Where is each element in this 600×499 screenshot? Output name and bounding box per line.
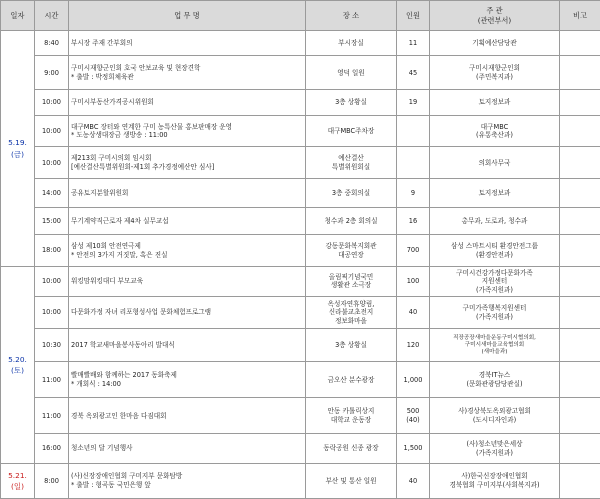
note-cell	[560, 329, 600, 362]
table-row	[1, 434, 600, 464]
place-cell: 3층 상황실	[306, 329, 397, 362]
header-time: 시간	[35, 1, 69, 31]
note-cell	[560, 207, 600, 235]
table-row	[1, 147, 600, 179]
place-cell: 예산결산 특별위원회실	[306, 147, 397, 179]
task-cell: 무기계약직근로자 제4차 실무교섭	[69, 207, 306, 235]
table-row	[1, 90, 600, 115]
time-cell: 9:00	[35, 56, 69, 90]
count-cell: 1,000	[397, 362, 430, 398]
date-day: 5.19.	[8, 138, 27, 148]
org-cell: 토지정보과	[430, 90, 560, 115]
header-org: 주 관 (관련부서)	[430, 1, 560, 31]
count-cell	[397, 115, 430, 147]
count-cell	[397, 147, 430, 179]
header-note: 비고	[560, 1, 600, 31]
date-day: 5.21.	[8, 470, 27, 480]
org-cell: 구미시재향군인회 (주민복지과)	[430, 56, 560, 90]
note-cell	[560, 31, 600, 56]
count-cell: 16	[397, 207, 430, 235]
place-cell: 3층 상황실	[306, 90, 397, 115]
header-count: 인원	[397, 1, 430, 31]
org-cell: 구미시건강가정다문화가족 지원센터 (가족지원과)	[430, 267, 560, 297]
org-cell: 의회사무국	[430, 147, 560, 179]
org-cell: 삼성 스마트시티 환경안전그룹 (환경안전과)	[430, 235, 560, 267]
task-cell: 구미시재향군인회 호국 안보교육 및 현장견학 * 출발 : 박정희체육관	[69, 56, 306, 90]
note-cell	[560, 56, 600, 90]
date-weekday: (금)	[11, 149, 24, 159]
place-cell: 청수과 2층 회의실	[306, 207, 397, 235]
date-weekday: (일)	[11, 481, 24, 491]
place-cell: 안동 카톨릭상지 대학교 운동장	[306, 398, 397, 434]
count-cell: 9	[397, 179, 430, 208]
time-cell: 11:00	[35, 362, 69, 398]
note-cell	[560, 267, 600, 297]
org-cell: 직장공장새마을운동구미시협의회, 구미시새마을교육협의회 (새마을과)	[430, 329, 560, 362]
header-place: 장 소	[306, 1, 397, 31]
count-cell: 100	[397, 267, 430, 297]
table-row	[1, 31, 600, 56]
count-cell: 45	[397, 56, 430, 90]
note-cell	[560, 235, 600, 267]
place-cell: 부산 및 통산 일원	[306, 463, 397, 498]
time-cell: 10:30	[35, 329, 69, 362]
note-cell	[560, 362, 600, 398]
time-cell: 14:00	[35, 179, 69, 208]
table-row	[1, 267, 600, 297]
date-day: 5.20.	[8, 354, 27, 364]
count-cell: 19	[397, 90, 430, 115]
time-cell: 18:00	[35, 235, 69, 267]
date-weekday: (토)	[11, 365, 24, 375]
task-cell: 공유토지분할위원회	[69, 179, 306, 208]
place-cell: 영덕 일원	[306, 56, 397, 90]
table-row	[1, 362, 600, 398]
count-cell: 120	[397, 329, 430, 362]
count-cell: 11	[397, 31, 430, 56]
note-cell	[560, 115, 600, 147]
table-row	[1, 329, 600, 362]
table-row	[1, 296, 600, 329]
org-cell: 사)경상북도옥외광고협회 (도시디자인과)	[430, 398, 560, 434]
time-cell: 10:00	[35, 267, 69, 297]
count-cell: 1,500	[397, 434, 430, 464]
org-cell: 대구MBC (유통축산과)	[430, 115, 560, 147]
task-cell: 워킹맘워킹대디 부모교육	[69, 267, 306, 297]
table-row	[1, 463, 600, 498]
task-cell: 제213회 구미시의회 임시회 [예산결산특별위원회-제1회 추가경정예산안 심사]	[69, 147, 306, 179]
place-cell: 부시장실	[306, 31, 397, 56]
time-cell: 8:00	[35, 463, 69, 498]
note-cell	[560, 463, 600, 498]
org-cell: 토지정보과	[430, 179, 560, 208]
time-cell: 10:00	[35, 115, 69, 147]
time-cell: 10:00	[35, 147, 69, 179]
count-cell: 40	[397, 463, 430, 498]
org-cell: 총무과, 도로과, 청수과	[430, 207, 560, 235]
count-cell: 40	[397, 296, 430, 329]
note-cell	[560, 398, 600, 434]
task-cell: 부시장 주재 간부회의	[69, 31, 306, 56]
table-row	[1, 115, 600, 147]
org-cell: (사)청소년맞은세상 (가족지원과)	[430, 434, 560, 464]
place-cell: 3층 중회의실	[306, 179, 397, 208]
org-cell: 기획예산담당관	[430, 31, 560, 56]
task-cell: 청소년의 달 기념행사	[69, 434, 306, 464]
place-cell: 강동문화복지회관 대공연장	[306, 235, 397, 267]
table-row	[1, 179, 600, 208]
place-cell: 금오산 분수광장	[306, 362, 397, 398]
org-cell: 경북IT뉴스 (문화관광담당관실)	[430, 362, 560, 398]
place-cell: 동락공원 신종 광장	[306, 434, 397, 464]
time-cell: 11:00	[35, 398, 69, 434]
task-cell: 2017 학교새마을봉사동아리 발대식	[69, 329, 306, 362]
time-cell: 15:00	[35, 207, 69, 235]
note-cell	[560, 296, 600, 329]
place-cell: 옥성자연휴양림, 신라불교초전지 정보화마을	[306, 296, 397, 329]
time-cell: 8:40	[35, 31, 69, 56]
org-cell: 구미가족행복지원센터 (가족지원과)	[430, 296, 560, 329]
task-cell: 다문화가정 자녀 리포형성사업 문화체험프로그램	[69, 296, 306, 329]
note-cell	[560, 434, 600, 464]
count-cell: 700	[397, 235, 430, 267]
table-row	[1, 398, 600, 434]
time-cell: 16:00	[35, 434, 69, 464]
table-row	[1, 207, 600, 235]
task-cell: 경북 옥외광고인 한마음 다짐대회	[69, 398, 306, 434]
task-cell: 구미시부동산가격공시위원회	[69, 90, 306, 115]
header-task: 업 무 명	[69, 1, 306, 31]
count-cell: 500 (40)	[397, 398, 430, 434]
header-row	[1, 1, 600, 31]
date-cell	[1, 463, 35, 498]
date-cell	[1, 31, 35, 267]
place-cell: 대구MBC주차장	[306, 115, 397, 147]
org-cell: 사)한국신장장애인협회 경북협회 구미지부(사회복지과)	[430, 463, 560, 498]
table-row	[1, 56, 600, 90]
task-cell: (사)신장장애인협회 구미지부 문화탐방 * 출발 : 형곡동 국민은행 앞	[69, 463, 306, 498]
note-cell	[560, 179, 600, 208]
time-cell: 10:00	[35, 90, 69, 115]
task-cell: 빨매빨배와 함께하는 2017 동화축제 * 개회식 : 14:00	[69, 362, 306, 398]
task-cell: 삼성 제10회 안전연극제 * 안전의 3가지 거짓말, 혹은 진실	[69, 235, 306, 267]
note-cell	[560, 90, 600, 115]
time-cell: 10:00	[35, 296, 69, 329]
date-cell	[1, 267, 35, 464]
table-row	[1, 235, 600, 267]
place-cell: 올림픽기념국민 생활관 소극장	[306, 267, 397, 297]
note-cell	[560, 147, 600, 179]
header-date: 일자	[1, 1, 35, 31]
task-cell: 대구MBC 장터와 연계한 구미 농특산물 홍보판매장 운영 * 도농상생대장금 생방송 : 11:00	[69, 115, 306, 147]
